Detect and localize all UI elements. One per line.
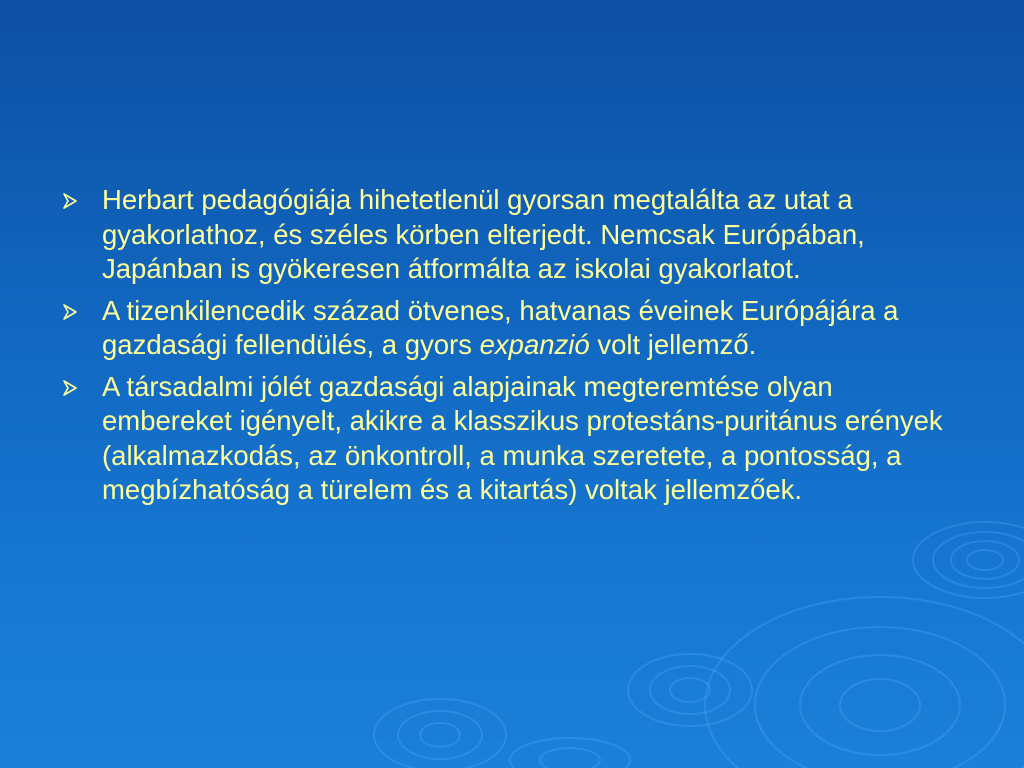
- bullet-item: [62, 183, 962, 287]
- arrow-right-outline-icon: [62, 183, 102, 209]
- bullet-text-part: volt jellemző.: [589, 329, 757, 360]
- bullet-item: [62, 370, 962, 508]
- bullet-text: [102, 294, 962, 363]
- bullet-text: A társadalmi jólét gazdasági alapjainak megteremtése olyan embereket igényelt, akikre a klasszikus protestáns-puritánus erények (alkalmazkodás, az önkontroll, a munka szeretete, a pontosság, a megbízhatóság a türelem és a kitartás) voltak jellemzőek.: [102, 370, 943, 505]
- bullet-item: [62, 294, 962, 363]
- bullet-list: [62, 183, 962, 515]
- bullet-text: Herbart pedagógiája hihetetlenül gyorsan megtalálta az utat a gyakorlathoz, és széles körben elterjedt. Nemcsak Európában, Japánban is gyökeresen átformálta az iskolai gyakorlatot.: [102, 184, 865, 284]
- arrow-right-outline-icon: [62, 370, 102, 396]
- bullet-text-italic: expanzió: [479, 329, 590, 360]
- bullet-text-part: A tizenkilencedik század ötvenes, hatvanas éveinek Európájára a gazdasági fellendülés, a gyors: [102, 294, 899, 360]
- arrow-right-outline-icon: [62, 294, 102, 320]
